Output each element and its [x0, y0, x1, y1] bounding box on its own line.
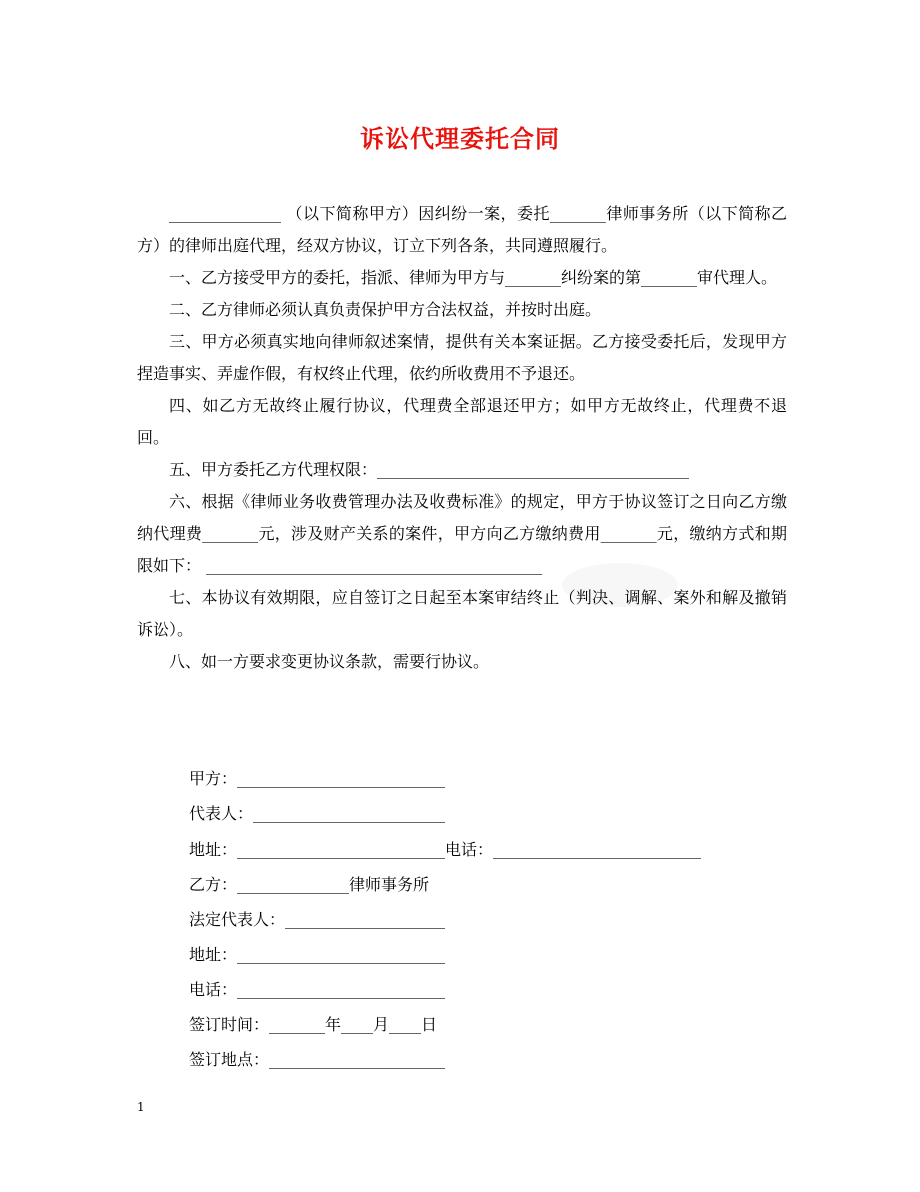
clause-5: 五、甲方委托乙方代理权限：_______________________________________ — [169, 460, 690, 479]
party-b-phone-line: 电话：__________________________ — [189, 980, 446, 999]
clause-8: 八、如一方要求变更协议条款，需要行协议。 — [169, 652, 490, 671]
party-b-line: 乙方：______________律师事务所 — [189, 875, 430, 894]
document-body — [137, 198, 787, 678]
clause-4: 四、如乙方无故终止履行协议，代理费全部退还甲方；如甲方无故终止，代理费不退回。 — [137, 396, 787, 447]
clause-7: 七、本协议有效期限，应自签订之日起至本案审结终止（判决、调解、案外和解及撤销诉讼）。 — [137, 588, 787, 639]
clause-1: 一、乙方接受甲方的委托，指派、律师为甲方与_______纠纷案的第_______审代理人。 — [169, 268, 778, 287]
signing-date-line: 签订时间：_______年____月____日 — [189, 1015, 438, 1034]
signing-place-line: 签订地点：______________________ — [189, 1050, 446, 1069]
clause-3: 三、甲方必须真实地向律师叙述案情，提供有关本案证据。乙方接受委托后，发现甲方捏造事实、弄虚作假，有权终止代理，依约所收费用不予退还。 — [137, 332, 787, 383]
intro-paragraph: ______________ （以下简称甲方）因纠纷一案，委托_______律师事务所（以下简称乙方）的律师出庭代理，经双方协议，订立下列各条，共同遵照履行。 — [137, 204, 787, 255]
page-number: 1 — [137, 1100, 145, 1114]
legal-representative-line: 法定代表人：____________________ — [189, 910, 446, 929]
party-b-address-line: 地址：__________________________ — [189, 945, 446, 964]
clause-2: 二、乙方律师必须认真负责保护甲方合法权益，并按时出庭。 — [169, 300, 602, 319]
clause-6: 六、根据《律师业务收费管理办法及收费标准》的规定，甲方于协议签订之日向乙方缴纳代理费_______元，涉及财产关系的案件，甲方向乙方缴纳费用_______元，缴纳方式和期限如下： __________________________________________ — [137, 492, 787, 575]
party-a-line: 甲方：__________________________ — [189, 769, 446, 788]
address-phone-line: 地址：__________________________电话：__________________________ — [189, 840, 702, 859]
representative-line: 代表人：________________________ — [189, 804, 446, 823]
document-title: 诉讼代理委托合同 — [360, 124, 560, 153]
